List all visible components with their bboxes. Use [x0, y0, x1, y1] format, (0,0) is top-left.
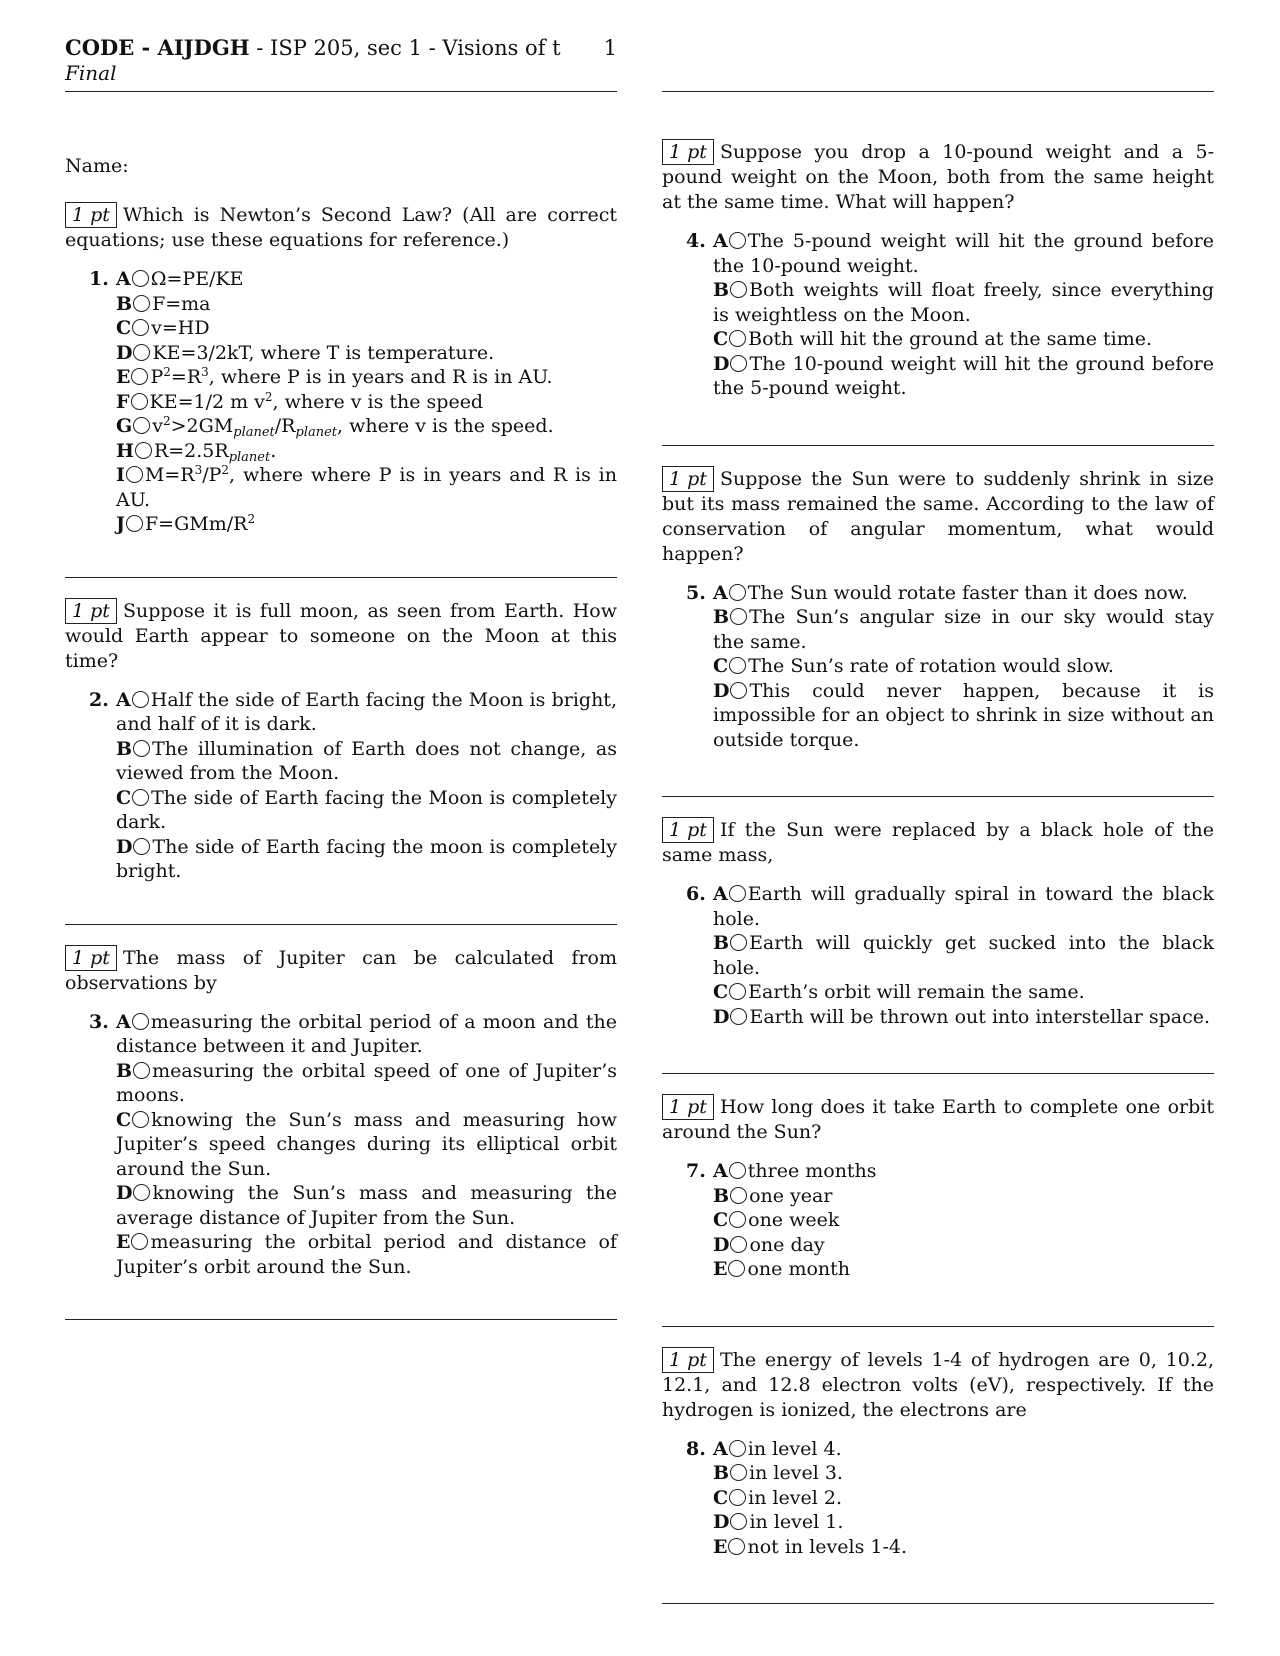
choice-b[interactable]: B Earth will quickly get sucked into the black hole.: [713, 932, 1214, 979]
answer-bubble[interactable]: [729, 232, 746, 249]
answer-bubble[interactable]: [131, 368, 148, 385]
points-box: 1 pt: [662, 1347, 714, 1373]
answer-bubble[interactable]: [132, 319, 149, 336]
answer-bubble[interactable]: [728, 1260, 745, 1277]
choice-f[interactable]: F KE=1/2 m $v^2$, where v is the speed: [116, 389, 484, 413]
question-divider: [662, 445, 1214, 446]
choice-j[interactable]: J $F=GMm/R^2$: [116, 512, 256, 535]
exam-type: Final: [65, 61, 117, 85]
answer-bubble[interactable]: [729, 584, 746, 601]
answer-bubble[interactable]: [729, 1211, 746, 1228]
exam-code: CODE - AIJDGH: [65, 35, 250, 60]
question-number: 4.: [686, 230, 706, 252]
choice-a[interactable]: A The Sun would rotate faster than it does now.: [713, 581, 1188, 604]
answer-bubble[interactable]: [133, 295, 150, 312]
question-8: [662, 1347, 1214, 1560]
answer-bubble[interactable]: [729, 885, 746, 902]
answer-bubble[interactable]: [730, 934, 747, 951]
choice-list: [662, 229, 1214, 401]
choice-a[interactable]: A in level 4.: [713, 1437, 842, 1460]
answer-bubble[interactable]: [126, 466, 143, 483]
choice-b[interactable]: B in level 3.: [713, 1462, 843, 1484]
answer-bubble[interactable]: [730, 355, 747, 372]
choice-c[interactable]: C v=HD: [116, 317, 210, 339]
answer-bubble[interactable]: [133, 838, 150, 855]
name-label: Name:: [65, 155, 129, 177]
course-title: - ISP 205, sec 1 - Visions of t: [249, 36, 561, 60]
question-3: [65, 945, 617, 1280]
choice-d[interactable]: D Earth will be thrown out into interstellar space.: [713, 1005, 1211, 1028]
answer-bubble[interactable]: [133, 1184, 150, 1201]
answer-bubble[interactable]: [132, 1013, 149, 1030]
answer-bubble[interactable]: [729, 983, 746, 1000]
choice-list: [662, 1159, 1214, 1282]
choice-list: [662, 882, 1214, 1029]
points-box: 1 pt: [662, 466, 714, 492]
question-text: 1 pt Suppose you drop a 10-pound weight and a 5-pound weight on the Moon, both from the same height at the same time. What will happen?: [662, 141, 1214, 213]
points-box: 1 pt: [662, 139, 714, 165]
question-number: 8.: [686, 1437, 706, 1460]
choice-d[interactable]: D This could never happen, because it is impossible for an object to shrink in size without an outside torque.: [713, 679, 1214, 751]
question-divider: [65, 924, 617, 925]
choice-h[interactable]: H $R=2.5R_{planet}$.: [116, 439, 277, 465]
question-1: [65, 202, 617, 537]
choice-b[interactable]: B F=ma: [116, 292, 211, 315]
answer-bubble[interactable]: [133, 344, 150, 361]
choice-g[interactable]: G $v^2>2GM_{planet}/R_{planet}$, where v is the speed.: [116, 414, 554, 440]
answer-bubble[interactable]: [132, 789, 149, 806]
points-box: 1 pt: [662, 1094, 714, 1120]
answer-bubble[interactable]: [730, 1008, 747, 1025]
choice-list: [65, 267, 617, 537]
page-number: 1: [603, 36, 617, 60]
choice-a[interactable]: A Earth will gradually spiral in toward the black hole.: [713, 883, 1214, 930]
question-5: [662, 466, 1214, 753]
choice-b[interactable]: B one year: [713, 1184, 833, 1207]
question-number: 2.: [89, 688, 109, 711]
question-text: 1 pt Suppose the Sun were to suddenly shrink in size but its mass remained the same. According to the law of conservation of angular momentum, what would happen?: [662, 467, 1214, 565]
answer-bubble[interactable]: [135, 442, 152, 459]
choice-list: [65, 688, 617, 884]
choice-c[interactable]: C one week: [713, 1209, 840, 1231]
choice-b[interactable]: B measuring the orbital speed of one of Jupiter’s moons.: [116, 1059, 617, 1106]
choice-b[interactable]: B The Sun’s angular size in our sky would stay the same.: [713, 606, 1214, 653]
choice-c[interactable]: C The side of Earth facing the Moon is completely dark.: [116, 786, 617, 833]
right-column: [662, 36, 1214, 1624]
choice-a[interactable]: A measuring the orbital period of a moon and the distance between it and Jupiter.: [116, 1010, 617, 1057]
points-box: 1 pt: [65, 945, 117, 971]
choice-d[interactable]: D The 10-pound weight will hit the ground before the 5-pound weight.: [713, 352, 1214, 399]
question-text: 1 pt If the Sun were replaced by a black hole of the same mass,: [662, 819, 1214, 866]
choice-a[interactable]: A The 5-pound weight will hit the ground before the 10-pound weight.: [713, 230, 1214, 277]
question-number: 7.: [686, 1160, 706, 1182]
choice-e[interactable]: E $P^2=R^3$, where P is in years and R is in AU.: [116, 365, 553, 388]
question-divider: [65, 1319, 617, 1320]
points-box: 1 pt: [662, 817, 714, 843]
choice-c[interactable]: C knowing the Sun’s mass and measuring how Jupiter’s speed changes during its elliptical orbit around the Sun.: [116, 1108, 617, 1180]
answer-bubble[interactable]: [729, 1489, 746, 1506]
page-header: [65, 36, 617, 92]
choice-b[interactable]: B The illumination of Earth does not change, as viewed from the Moon.: [116, 737, 617, 784]
answer-bubble[interactable]: [728, 1538, 745, 1555]
answer-bubble[interactable]: [133, 417, 150, 434]
question-number: 1.: [89, 268, 109, 290]
choice-d[interactable]: D knowing the Sun’s mass and measuring the average distance of Jupiter from the Sun.: [116, 1182, 617, 1229]
page-header-rule: [662, 36, 1214, 92]
question-7: [662, 1094, 1214, 1282]
answer-bubble[interactable]: [729, 330, 746, 347]
question-text: 1 pt The mass of Jupiter can be calculated from observations by: [65, 946, 617, 994]
choice-d[interactable]: D The side of Earth facing the moon is completely bright.: [116, 835, 617, 882]
choice-c[interactable]: C The Sun’s rate of rotation would slow.: [713, 655, 1114, 677]
choice-d[interactable]: D in level 1.: [713, 1511, 844, 1533]
choice-e[interactable]: E not in levels 1-4.: [713, 1535, 907, 1558]
points-box: 1 pt: [65, 202, 117, 228]
answer-bubble[interactable]: [131, 1233, 148, 1250]
answer-bubble[interactable]: [730, 1187, 747, 1204]
answer-bubble[interactable]: [133, 1062, 150, 1079]
question-divider: [662, 796, 1214, 797]
choice-c[interactable]: C Both will hit the ground at the same time.: [713, 328, 1153, 350]
answer-bubble[interactable]: [126, 515, 143, 532]
answer-bubble[interactable]: [133, 740, 150, 757]
answer-bubble[interactable]: [730, 682, 747, 699]
question-text: 1 pt How long does it take Earth to complete one orbit around the Sun?: [662, 1096, 1214, 1143]
answer-bubble[interactable]: [132, 270, 149, 287]
answer-bubble[interactable]: [729, 1162, 746, 1179]
question-number: 5.: [686, 581, 706, 604]
choice-e[interactable]: E measuring the orbital period and distance of Jupiter’s orbit around the Sun.: [116, 1231, 617, 1278]
question-6: [662, 817, 1214, 1029]
choice-d[interactable]: D KE=3/2kT, where T is temperature.: [116, 341, 495, 364]
answer-bubble[interactable]: [730, 1236, 747, 1253]
answer-bubble[interactable]: [730, 1513, 747, 1530]
question-number: 3.: [89, 1010, 109, 1033]
choice-a[interactable]: A Ω=PE/KE: [116, 268, 244, 290]
answer-bubble[interactable]: [730, 608, 747, 625]
choice-c[interactable]: C Earth’s orbit will remain the same.: [713, 981, 1085, 1003]
answer-bubble[interactable]: [729, 657, 746, 674]
question-text: 1 pt The energy of levels 1-4 of hydrogen are 0, 10.2, 12.1, and 12.8 electron volts (eV), respectively. If the hydrogen is ionized, the electrons are: [662, 1348, 1214, 1421]
choice-e[interactable]: E one month: [713, 1258, 851, 1280]
question-divider: [65, 577, 617, 578]
question-4: [662, 139, 1214, 401]
points-box: 1 pt: [65, 598, 117, 624]
choice-c[interactable]: C in level 2.: [713, 1486, 843, 1509]
answer-bubble[interactable]: [132, 1111, 149, 1128]
choice-b[interactable]: B Both weights will float freely, since everything is weightless on the Moon.: [713, 279, 1214, 326]
question-divider: [662, 1326, 1214, 1327]
question-divider: [662, 1073, 1214, 1074]
choice-list: [662, 1437, 1214, 1560]
question-divider: [662, 1603, 1214, 1604]
choice-i[interactable]: I $M=R^3/P^2$, where where P is in years and R is in AU.: [116, 463, 617, 511]
question-text: 1 pt Suppose it is full moon, as seen from Earth. How would Earth appear to someone on the Moon at this time?: [65, 599, 617, 672]
question-text: 1 pt Which is Newton’s Second Law? (All are correct equations; use these equations for reference.): [65, 204, 617, 251]
answer-bubble[interactable]: [131, 393, 148, 410]
answer-bubble[interactable]: [730, 281, 747, 298]
question-number: 6.: [686, 883, 706, 905]
left-column: [65, 36, 617, 1340]
choice-a[interactable]: A Half the side of Earth facing the Moon is bright, and half of it is dark.: [116, 688, 617, 735]
answer-bubble[interactable]: [132, 691, 149, 708]
header-title: [65, 36, 617, 60]
answer-bubble[interactable]: [730, 1464, 747, 1481]
choice-a[interactable]: A three months: [713, 1160, 877, 1182]
answer-bubble[interactable]: [729, 1440, 746, 1457]
choice-list: [65, 1010, 617, 1280]
choice-d[interactable]: D one day: [713, 1233, 825, 1256]
question-2: [65, 598, 617, 884]
choice-list: [662, 581, 1214, 753]
